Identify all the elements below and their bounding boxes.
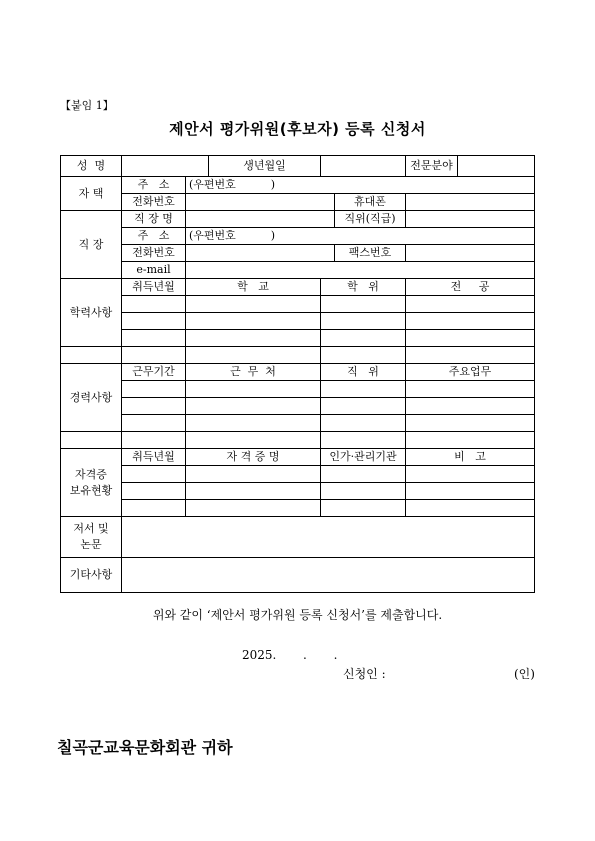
education-cell[interactable] [122, 330, 186, 347]
career-cell[interactable] [406, 381, 535, 398]
email-row [61, 262, 535, 279]
home-address-label: 주 소 [122, 177, 186, 194]
education-header-date: 취득년월 [122, 279, 186, 296]
other-row [61, 558, 535, 593]
license-cell[interactable] [122, 500, 186, 517]
education-cell[interactable] [321, 330, 406, 347]
home-label: 자 택 [61, 177, 122, 211]
career-cell[interactable] [186, 415, 321, 432]
publications-label [61, 517, 122, 558]
education-cell[interactable] [122, 296, 186, 313]
license-header-row [61, 449, 535, 466]
license-cell[interactable] [321, 500, 406, 517]
license-row [61, 483, 535, 500]
position-field[interactable] [406, 211, 535, 228]
section-spacer [61, 432, 122, 449]
license-header-note: 비 고 [406, 449, 535, 466]
license-row [61, 500, 535, 517]
submission-statement: 위와 같이 ‘제안서 평가위원 등록 신청서’를 제출합니다. [152, 608, 443, 622]
education-cell[interactable] [122, 313, 186, 330]
publications-row [61, 517, 535, 558]
position-label: 직위(직급) [335, 211, 406, 228]
education-header-major: 전 공 [406, 279, 535, 296]
education-header-school: 학 교 [186, 279, 321, 296]
publications-label-line1: 저서 및 [73, 522, 109, 535]
career-cell[interactable] [321, 381, 406, 398]
section-spacer [61, 347, 122, 364]
name-field[interactable] [122, 156, 209, 177]
education-cell[interactable] [186, 313, 321, 330]
other-label: 기타사항 [61, 558, 122, 593]
work-address-field[interactable]: (우편번호 ) [186, 228, 535, 245]
submission-date: 2025. . . [242, 648, 338, 662]
home-phone-row [61, 194, 535, 211]
birth-label: 생년월일 [209, 156, 321, 177]
education-row [61, 296, 535, 313]
home-address-field[interactable]: (우편번호 ) [186, 177, 535, 194]
mobile-field[interactable] [406, 194, 535, 211]
section-spacer [321, 347, 406, 364]
license-header-name: 자 격 증 명 [186, 449, 321, 466]
name-row [61, 156, 535, 177]
license-cell[interactable] [186, 466, 321, 483]
work-label: 직 장 [61, 211, 122, 279]
career-cell[interactable] [186, 398, 321, 415]
publications-field[interactable] [122, 517, 535, 558]
seal-label: (인) [514, 667, 535, 681]
license-cell[interactable] [186, 500, 321, 517]
license-label-line1: 자격증 [75, 467, 107, 481]
workplace-row [61, 211, 535, 228]
section-spacer [321, 432, 406, 449]
section-spacer-row [61, 432, 535, 449]
addressee: 칠곡군교육문화회관 귀하 [57, 738, 233, 757]
section-spacer [406, 432, 535, 449]
license-label [61, 449, 122, 517]
license-cell[interactable] [321, 483, 406, 500]
education-cell[interactable] [186, 330, 321, 347]
section-spacer [186, 347, 321, 364]
mobile-label: 휴대폰 [335, 194, 406, 211]
email-label: e-mail [122, 262, 186, 279]
attachment-label: 【붙임 1】 [60, 99, 114, 112]
license-header-date: 취득년월 [122, 449, 186, 466]
education-row [61, 330, 535, 347]
name-label: 성 명 [61, 156, 122, 177]
work-phone-field[interactable] [186, 245, 335, 262]
career-header-period: 근무기간 [122, 364, 186, 381]
section-spacer [122, 432, 186, 449]
field-value[interactable] [458, 156, 535, 177]
career-cell[interactable] [122, 398, 186, 415]
career-cell[interactable] [186, 381, 321, 398]
career-cell[interactable] [406, 398, 535, 415]
form-title: 제안서 평가위원(후보자) 등록 신청서 [169, 120, 426, 138]
education-cell[interactable] [321, 296, 406, 313]
career-label: 경력사항 [61, 364, 122, 432]
workplace-label: 직 장 명 [122, 211, 186, 228]
education-cell[interactable] [406, 296, 535, 313]
license-cell[interactable] [406, 500, 535, 517]
field-label: 전문분야 [406, 156, 458, 177]
career-header-row [61, 364, 535, 381]
career-cell[interactable] [122, 415, 186, 432]
workplace-field[interactable] [186, 211, 335, 228]
education-label: 학력사항 [61, 279, 122, 347]
email-field[interactable] [186, 262, 535, 279]
applicant-label: 신청인 : [343, 667, 386, 681]
section-spacer [406, 347, 535, 364]
fax-field[interactable] [406, 245, 535, 262]
section-spacer [186, 432, 321, 449]
education-cell[interactable] [406, 313, 535, 330]
work-phone-label: 전화번호 [122, 245, 186, 262]
education-header-degree: 학 위 [321, 279, 406, 296]
home-address-row [61, 177, 535, 194]
work-phone-row [61, 245, 535, 262]
license-cell[interactable] [122, 483, 186, 500]
home-phone-field[interactable] [186, 194, 335, 211]
career-cell[interactable] [406, 415, 535, 432]
home-phone-label: 전화번호 [122, 194, 186, 211]
work-address-row [61, 228, 535, 245]
career-row [61, 415, 535, 432]
career-cell[interactable] [321, 415, 406, 432]
birth-field[interactable] [321, 156, 406, 177]
license-row [61, 466, 535, 483]
license-cell[interactable] [122, 466, 186, 483]
career-cell[interactable] [122, 381, 186, 398]
section-spacer-row [61, 347, 535, 364]
publications-label-line2: 논문 [80, 538, 102, 551]
education-header-row [61, 279, 535, 296]
education-cell[interactable] [406, 330, 535, 347]
education-cell[interactable] [321, 313, 406, 330]
license-header-authority: 인가·관리기관 [321, 449, 406, 466]
section-spacer [122, 347, 186, 364]
education-cell[interactable] [186, 296, 321, 313]
career-header-duties: 주요업무 [406, 364, 535, 381]
license-cell[interactable] [406, 466, 535, 483]
license-cell[interactable] [321, 466, 406, 483]
education-row [61, 313, 535, 330]
license-label-line2: 보유현황 [69, 483, 113, 497]
other-field[interactable] [122, 558, 535, 593]
career-row [61, 398, 535, 415]
career-cell[interactable] [321, 398, 406, 415]
work-address-label: 주 소 [122, 228, 186, 245]
career-row [61, 381, 535, 398]
career-header-position: 직 위 [321, 364, 406, 381]
registration-form-table [60, 155, 535, 593]
career-header-workplace: 근 무 처 [186, 364, 321, 381]
license-cell[interactable] [406, 483, 535, 500]
license-cell[interactable] [186, 483, 321, 500]
fax-label: 팩스번호 [335, 245, 406, 262]
